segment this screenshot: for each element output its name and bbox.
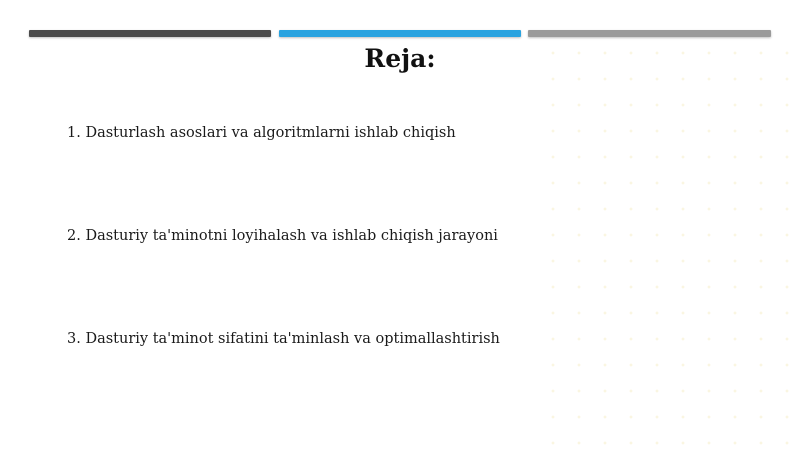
plan-item-3: 3. Dasturiy ta'minot sifatini ta'minlash va optimallashtirish bbox=[67, 331, 500, 347]
plan-item-2: 2. Dasturiy ta'minotni loyihalash va ishlab chiqish jarayoni bbox=[67, 228, 498, 244]
accent-bar-gray bbox=[528, 30, 771, 37]
accent-bar-blue bbox=[279, 30, 521, 37]
accent-bar-dark bbox=[29, 30, 271, 37]
plan-item-1: 1. Dasturlash asoslari va algoritmlarni ishlab chiqish bbox=[67, 125, 456, 141]
dot-pattern-decoration bbox=[540, 40, 800, 449]
slide-title: Reja: bbox=[364, 44, 436, 73]
